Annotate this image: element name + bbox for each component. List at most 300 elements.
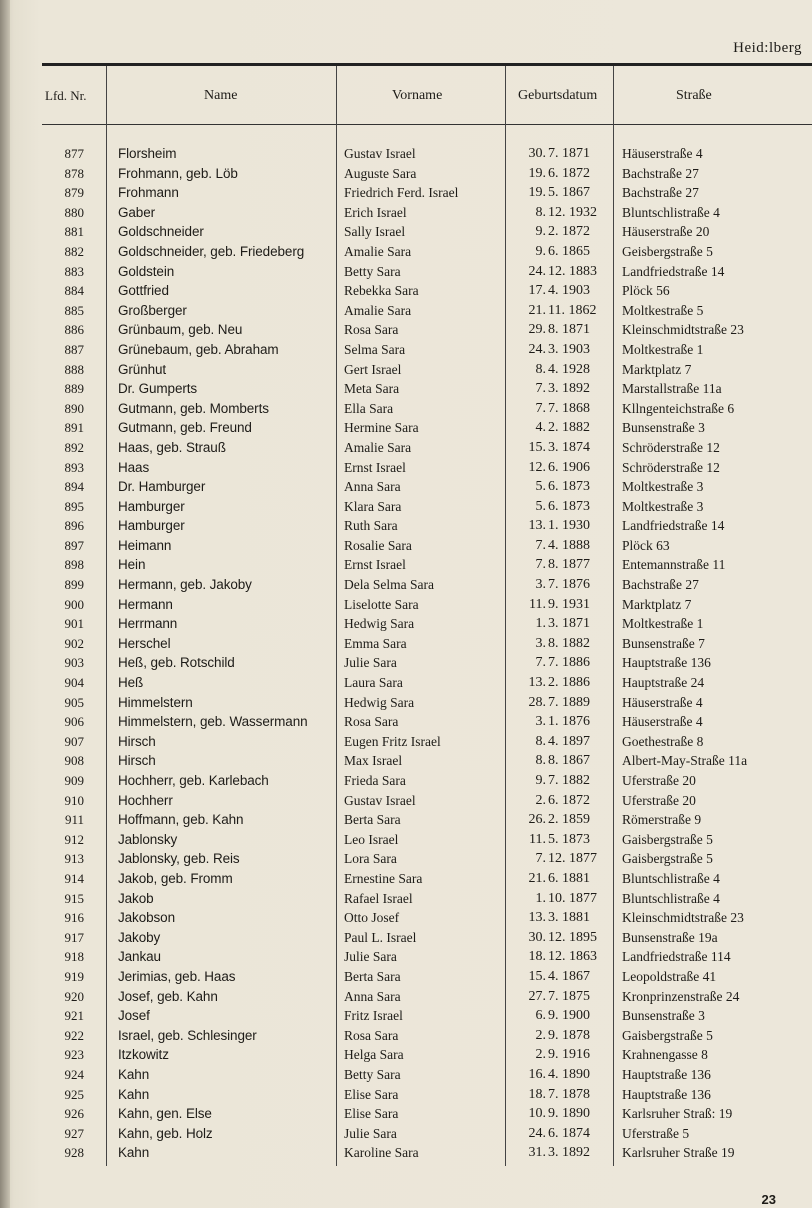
row-vorname: Elise Sara (344, 1106, 399, 1122)
row-name: Hermann, geb. Jakoby (118, 577, 252, 593)
table-row (0, 693, 812, 713)
row-birth-month-year: 9. 1890 (548, 1106, 590, 1122)
row-name: Haas (118, 459, 150, 475)
row-street: Uferstraße 5 (622, 1125, 690, 1141)
row-vorname: Rosa Sara (344, 322, 399, 338)
row-birth-month-year: 7. 1878 (548, 1086, 590, 1102)
row-birth-month-year: 12. 1863 (548, 949, 597, 965)
table-row (0, 889, 812, 909)
table-row (0, 1143, 812, 1163)
row-vorname: Selma Sara (344, 341, 406, 357)
table-row (0, 301, 812, 321)
row-name: Herrmann (118, 616, 178, 632)
row-birth-month-year: 6. 1906 (548, 459, 590, 475)
row-birth-month-year: 7. 1868 (548, 400, 590, 416)
table-row (0, 595, 812, 615)
row-street: Landfriedstraße 114 (622, 949, 731, 965)
row-vorname: Rosa Sara (344, 714, 399, 730)
row-birth-day: 15. (528, 439, 546, 455)
row-birth-month-year: 8. 1871 (548, 322, 590, 338)
row-number: 896 (64, 518, 84, 534)
row-birth-month-year: 5. 1873 (548, 831, 590, 847)
row-birth-month-year: 12. 1932 (548, 204, 597, 220)
row-birth-day: 17. (528, 283, 546, 299)
row-name: Heimann (118, 537, 172, 553)
header-bottom-rule (42, 124, 812, 125)
row-vorname: Berta Sara (344, 968, 401, 984)
row-street: Moltkestraße 3 (622, 479, 704, 495)
row-vorname: Betty Sara (344, 1066, 401, 1082)
row-birth-day: 13. (528, 518, 546, 534)
row-number: 883 (64, 263, 84, 279)
row-name: Hamburger (118, 518, 185, 534)
row-number: 910 (64, 792, 84, 808)
row-street: Gaisbergstraße 5 (622, 1027, 713, 1043)
row-name: Jakob, geb. Fromm (118, 870, 233, 886)
row-number: 920 (64, 988, 84, 1004)
row-street: Hauptstraße 136 (622, 1086, 711, 1102)
row-birth-day: 7. (535, 381, 546, 397)
column-header-geburtsdatum: Geburtsdatum (518, 88, 598, 103)
row-name: Jablonsky (118, 831, 178, 847)
row-vorname: Anna Sara (344, 988, 401, 1004)
row-number: 904 (64, 675, 84, 691)
table-row (0, 1124, 812, 1144)
row-number: 908 (64, 753, 84, 769)
row-birth-month-year: 12. 1877 (548, 851, 597, 867)
column-header-name: Name (204, 88, 238, 103)
row-name: Florsheim (118, 146, 177, 161)
row-vorname: Eugen Fritz Israel (344, 733, 441, 749)
table-row (0, 379, 812, 399)
row-number: 895 (64, 498, 84, 514)
row-number: 881 (64, 224, 84, 240)
row-birth-month-year: 11. 1862 (548, 302, 597, 318)
row-street: Marstallstraße 11a (622, 381, 722, 397)
row-birth-day: 2. (535, 792, 546, 808)
row-vorname: Hedwig Sara (344, 616, 415, 632)
row-vorname: Laura Sara (344, 675, 403, 691)
row-name: Kahn (118, 1145, 150, 1161)
row-vorname: Gustav Israel (344, 792, 416, 808)
row-number: 880 (64, 204, 84, 220)
table-row (0, 1006, 812, 1026)
row-vorname: Amalie Sara (344, 243, 412, 259)
table-row (0, 1104, 812, 1124)
row-number: 889 (64, 381, 84, 397)
row-birth-day: 24. (528, 1125, 546, 1141)
row-birth-month-year: 12. 1895 (548, 929, 597, 945)
row-number: 923 (64, 1047, 84, 1063)
row-number: 911 (64, 812, 84, 828)
row-street: Marktplatz 7 (622, 361, 692, 377)
row-name: Heß (118, 675, 144, 691)
row-number: 899 (64, 577, 84, 593)
table-row (0, 203, 812, 223)
row-birth-day: 8. (535, 204, 546, 220)
row-street: Kleinschmidtstraße 23 (622, 322, 744, 338)
row-birth-month-year: 3. 1871 (548, 616, 590, 632)
row-vorname: Paul L. Israel (344, 929, 417, 945)
row-number: 903 (64, 655, 84, 671)
row-street: Moltkestraße 3 (622, 498, 704, 514)
row-vorname: Berta Sara (344, 812, 401, 828)
row-name: Hirsch (118, 733, 156, 749)
row-birth-month-year: 4. 1928 (548, 361, 590, 377)
row-number: 887 (64, 341, 84, 357)
row-vorname: Betty Sara (344, 263, 401, 279)
row-vorname: Amalie Sara (344, 439, 412, 455)
row-name: Herschel (118, 635, 171, 651)
row-vorname: Gert Israel (344, 361, 402, 377)
table-row (0, 614, 812, 634)
row-name: Goldschneider, geb. Friedeberg (118, 243, 305, 259)
row-street: Schröderstraße 12 (622, 439, 720, 455)
table-row (0, 1045, 812, 1065)
row-vorname: Ruth Sara (344, 518, 398, 534)
row-street: Häuserstraße 4 (622, 694, 703, 710)
row-number: 894 (64, 479, 84, 495)
row-birth-day: 4. (535, 420, 546, 436)
row-vorname: Julie Sara (344, 949, 397, 965)
row-street: Leopoldstraße 41 (622, 968, 717, 984)
table-row (0, 536, 812, 556)
row-number: 916 (64, 910, 84, 926)
row-street: Hauptstraße 24 (622, 675, 705, 691)
row-number: 892 (64, 439, 84, 455)
page-number: 23 (761, 1192, 776, 1207)
row-vorname: Erich Israel (344, 204, 407, 220)
row-name: Jankau (118, 949, 161, 965)
row-street: Marktplatz 7 (622, 596, 692, 612)
row-birth-day: 5. (535, 479, 546, 495)
row-birth-month-year: 1. 1876 (548, 714, 590, 730)
row-vorname: Friedrich Ferd. Israel (344, 185, 459, 201)
row-name: Heß, geb. Rotschild (118, 655, 235, 671)
row-birth-month-year: 4. 1897 (548, 733, 590, 749)
row-birth-month-year: 3. 1892 (548, 1145, 590, 1161)
row-vorname: Anna Sara (344, 479, 401, 495)
row-number: 885 (64, 302, 84, 318)
row-vorname: Amalie Sara (344, 302, 412, 318)
row-vorname: Ernst Israel (344, 459, 406, 475)
row-street: Bunsenstraße 19a (622, 929, 718, 945)
row-birth-month-year: 7. 1886 (548, 655, 590, 671)
row-birth-day: 9. (535, 773, 546, 788)
row-birth-day: 18. (528, 1086, 546, 1102)
row-street: Bluntschlistraße 4 (622, 870, 720, 886)
row-birth-month-year: 6. 1872 (548, 792, 590, 808)
row-birth-month-year: 3. 1881 (548, 910, 590, 926)
row-birth-day: 8. (535, 361, 546, 377)
row-street: Moltkestraße 1 (622, 341, 704, 357)
row-birth-month-year: 10. 1877 (548, 890, 597, 906)
row-street: Landfriedstraße 14 (622, 263, 725, 279)
row-number: 898 (64, 557, 84, 573)
row-birth-day: 21. (528, 870, 546, 886)
table-row (0, 1065, 812, 1085)
row-birth-day: 31. (528, 1145, 546, 1161)
row-vorname: Rosalie Sara (344, 537, 412, 553)
row-birth-month-year: 7. 1875 (548, 988, 590, 1004)
row-birth-month-year: 2. 1886 (548, 675, 590, 691)
row-street: Plöck 56 (622, 283, 670, 299)
row-birth-day: 10. (528, 1106, 546, 1122)
table-row (0, 634, 812, 654)
row-birth-month-year: 9. 1878 (548, 1027, 590, 1043)
column-header-nr: Lfd. Nr. (45, 88, 87, 103)
row-number: 915 (64, 890, 84, 906)
row-birth-day: 19. (528, 165, 546, 181)
row-street: Plöck 63 (622, 537, 670, 553)
table-row (0, 340, 812, 360)
row-number: 900 (64, 596, 84, 612)
row-number: 891 (64, 420, 84, 436)
row-name: Hochherr (118, 792, 173, 808)
row-street: Gaisbergstraße 5 (622, 851, 713, 867)
row-number: 905 (64, 694, 84, 710)
row-street: Hauptstraße 136 (622, 655, 711, 671)
row-vorname: Julie Sara (344, 1125, 397, 1141)
table-row (0, 320, 812, 340)
row-birth-month-year: 6. 1874 (548, 1125, 590, 1141)
row-vorname: Hermine Sara (344, 420, 419, 436)
row-number: 921 (64, 1008, 84, 1024)
table-row (0, 653, 812, 673)
row-name: Grünhut (118, 361, 167, 377)
table-row (0, 144, 812, 164)
row-vorname: Rebekka Sara (344, 283, 419, 299)
row-birth-day: 11. (529, 831, 546, 847)
table-row (0, 1026, 812, 1046)
row-number: 882 (64, 243, 84, 259)
row-street: Entemannstraße 11 (622, 557, 726, 573)
row-birth-month-year: 9. 1900 (548, 1008, 590, 1024)
row-birth-month-year: 12. 1883 (548, 263, 597, 279)
row-street: Goethestraße 8 (622, 733, 704, 749)
row-vorname: Elise Sara (344, 1086, 399, 1102)
row-birth-day: 30. (528, 146, 546, 161)
table-row (0, 399, 812, 419)
row-street: Moltkestraße 1 (622, 616, 704, 632)
row-name: Grünbaum, geb. Neu (118, 322, 243, 338)
row-name: Dr. Hamburger (118, 479, 206, 495)
row-name: Josef, geb. Kahn (118, 988, 218, 1004)
row-street: Bunsenstraße 3 (622, 420, 705, 436)
row-birth-day: 9. (535, 243, 546, 259)
row-vorname: Hedwig Sara (344, 694, 415, 710)
row-vorname: Ernst Israel (344, 557, 406, 573)
row-birth-month-year: 5. 1867 (548, 185, 590, 201)
row-name: Hein (118, 557, 146, 573)
row-number: 888 (64, 361, 84, 377)
row-birth-day: 11. (529, 596, 546, 612)
row-birth-month-year: 7. 1889 (548, 694, 590, 710)
row-vorname: Helga Sara (344, 1047, 404, 1063)
row-name: Kahn (118, 1066, 150, 1082)
row-name: Itzkowitz (118, 1047, 169, 1063)
table-row (0, 987, 812, 1007)
row-street: Häuserstraße 4 (622, 146, 703, 161)
row-street: Kllngenteichstraße 6 (622, 400, 735, 416)
row-vorname: Auguste Sara (344, 165, 417, 181)
row-birth-month-year: 3. 1903 (548, 341, 590, 357)
row-street: Hauptstraße 136 (622, 1066, 711, 1082)
table-row (0, 732, 812, 752)
row-name: Haas, geb. Strauß (118, 439, 226, 455)
row-number: 924 (64, 1066, 84, 1082)
row-number: 925 (64, 1086, 84, 1102)
row-birth-day: 16. (528, 1066, 546, 1082)
row-street: Moltkestraße 5 (622, 302, 704, 318)
table-row (0, 360, 812, 380)
row-vorname: Max Israel (344, 753, 403, 769)
column-header-vorname: Vorname (392, 88, 443, 103)
row-birth-day: 26. (528, 812, 546, 828)
row-vorname: Otto Josef (344, 910, 400, 926)
row-birth-day: 12. (528, 459, 546, 475)
row-vorname: Ernestine Sara (344, 870, 423, 886)
row-birth-day: 6. (535, 1008, 546, 1024)
row-name: Grünebaum, geb. Abraham (118, 341, 279, 357)
row-birth-day: 15. (528, 968, 546, 984)
row-birth-day: 7. (535, 557, 546, 573)
row-vorname: Liselotte Sara (344, 596, 419, 612)
row-name: Kahn, geb. Holz (118, 1125, 213, 1141)
row-name: Hochherr, geb. Karlebach (118, 773, 269, 788)
row-birth-day: 21. (528, 302, 546, 318)
row-birth-day: 7. (535, 655, 546, 671)
row-vorname: Rosa Sara (344, 1027, 399, 1043)
row-number: 919 (64, 968, 84, 984)
table-row (0, 516, 812, 536)
table-row (0, 751, 812, 771)
row-number: 918 (64, 949, 84, 965)
row-vorname: Meta Sara (344, 381, 400, 397)
table-row (0, 438, 812, 458)
row-birth-day: 13. (528, 910, 546, 926)
row-vorname: Klara Sara (344, 498, 402, 514)
row-street: Kleinschmidtstraße 23 (622, 910, 744, 926)
table-row (0, 222, 812, 242)
table-row (0, 771, 812, 791)
row-number: 922 (64, 1027, 84, 1043)
row-birth-day: 1. (535, 890, 546, 906)
row-street: Bluntschlistraße 4 (622, 890, 720, 906)
table-row (0, 1085, 812, 1105)
table-row (0, 673, 812, 693)
row-number: 897 (64, 537, 84, 553)
table-row (0, 281, 812, 301)
row-street: Landfriedstraße 14 (622, 518, 725, 534)
row-birth-month-year: 6. 1872 (548, 165, 590, 181)
row-vorname: Ella Sara (344, 400, 394, 416)
row-number: 901 (64, 616, 84, 632)
row-street: Krahnengasse 8 (622, 1047, 708, 1063)
row-street: Karlsruher Straß: 19 (622, 1106, 733, 1122)
row-number: 879 (64, 185, 84, 201)
row-birth-day: 24. (528, 263, 546, 279)
row-number: 886 (64, 322, 84, 338)
table-row (0, 497, 812, 517)
row-vorname: Rafael Israel (344, 890, 413, 906)
row-name: Israel, geb. Schlesinger (118, 1027, 257, 1043)
row-vorname: Leo Israel (344, 831, 399, 847)
row-number: 893 (64, 459, 84, 475)
table-row (0, 418, 812, 438)
row-name: Gutmann, geb. Freund (118, 420, 252, 436)
row-number: 914 (64, 870, 84, 886)
row-birth-day: 18. (528, 949, 546, 965)
table-row (0, 967, 812, 987)
table-row (0, 555, 812, 575)
row-name: Josef (118, 1008, 150, 1024)
row-birth-month-year: 2. 1872 (548, 224, 590, 240)
row-name: Himmelstern, geb. Wassermann (118, 714, 308, 730)
row-birth-day: 29. (528, 322, 546, 338)
row-birth-day: 3. (535, 714, 546, 730)
row-birth-month-year: 6. 1873 (548, 498, 590, 514)
row-vorname: Emma Sara (344, 635, 407, 651)
row-street: Gaisbergstraße 5 (622, 831, 713, 847)
row-name: Jakoby (118, 929, 161, 945)
row-street: Häuserstraße 20 (622, 224, 710, 240)
row-name: Hirsch (118, 753, 156, 769)
row-number: 878 (64, 165, 84, 181)
row-street: Bunsenstraße 7 (622, 635, 705, 651)
row-name: Jablonsky, geb. Reis (118, 851, 240, 867)
row-number: 928 (64, 1145, 84, 1161)
row-number: 877 (64, 146, 84, 161)
register-table (0, 144, 812, 1163)
row-street: Häuserstraße 4 (622, 714, 703, 730)
row-street: Bachstraße 27 (622, 577, 699, 593)
row-number: 912 (64, 831, 84, 847)
row-name: Hermann (118, 596, 173, 612)
row-name: Gottfried (118, 283, 169, 299)
table-row (0, 712, 812, 732)
row-birth-day: 9. (535, 224, 546, 240)
row-birth-month-year: 9. 1931 (548, 596, 590, 612)
row-number: 913 (64, 851, 84, 867)
row-vorname: Lora Sara (344, 851, 397, 867)
row-birth-month-year: 1. 1930 (548, 518, 590, 534)
row-birth-day: 2. (535, 1047, 546, 1063)
row-name: Himmelstern (118, 694, 193, 710)
row-name: Kahn (118, 1086, 150, 1102)
row-birth-month-year: 3. 1892 (548, 381, 590, 397)
row-birth-month-year: 4. 1903 (548, 283, 590, 299)
row-street: Schröderstraße 12 (622, 459, 720, 475)
row-birth-day: 3. (535, 635, 546, 651)
row-birth-month-year: 8. 1867 (548, 753, 590, 769)
row-birth-month-year: 6. 1881 (548, 870, 590, 886)
row-name: Frohmann, geb. Löb (118, 165, 238, 181)
row-birth-day: 5. (535, 498, 546, 514)
row-birth-month-year: 2. 1859 (548, 812, 590, 828)
row-name: Kahn, gen. Else (118, 1106, 212, 1122)
row-birth-month-year: 3. 1874 (548, 439, 590, 455)
row-birth-day: 7. (535, 851, 546, 867)
row-number: 907 (64, 733, 84, 749)
row-birth-day: 13. (528, 675, 546, 691)
row-street: Kronprinzenstraße 24 (622, 988, 740, 1004)
row-birth-day: 30. (528, 929, 546, 945)
table-row (0, 575, 812, 595)
row-birth-month-year: 6. 1873 (548, 479, 590, 495)
row-street: Geisbergstraße 5 (622, 243, 713, 259)
table-row (0, 242, 812, 262)
